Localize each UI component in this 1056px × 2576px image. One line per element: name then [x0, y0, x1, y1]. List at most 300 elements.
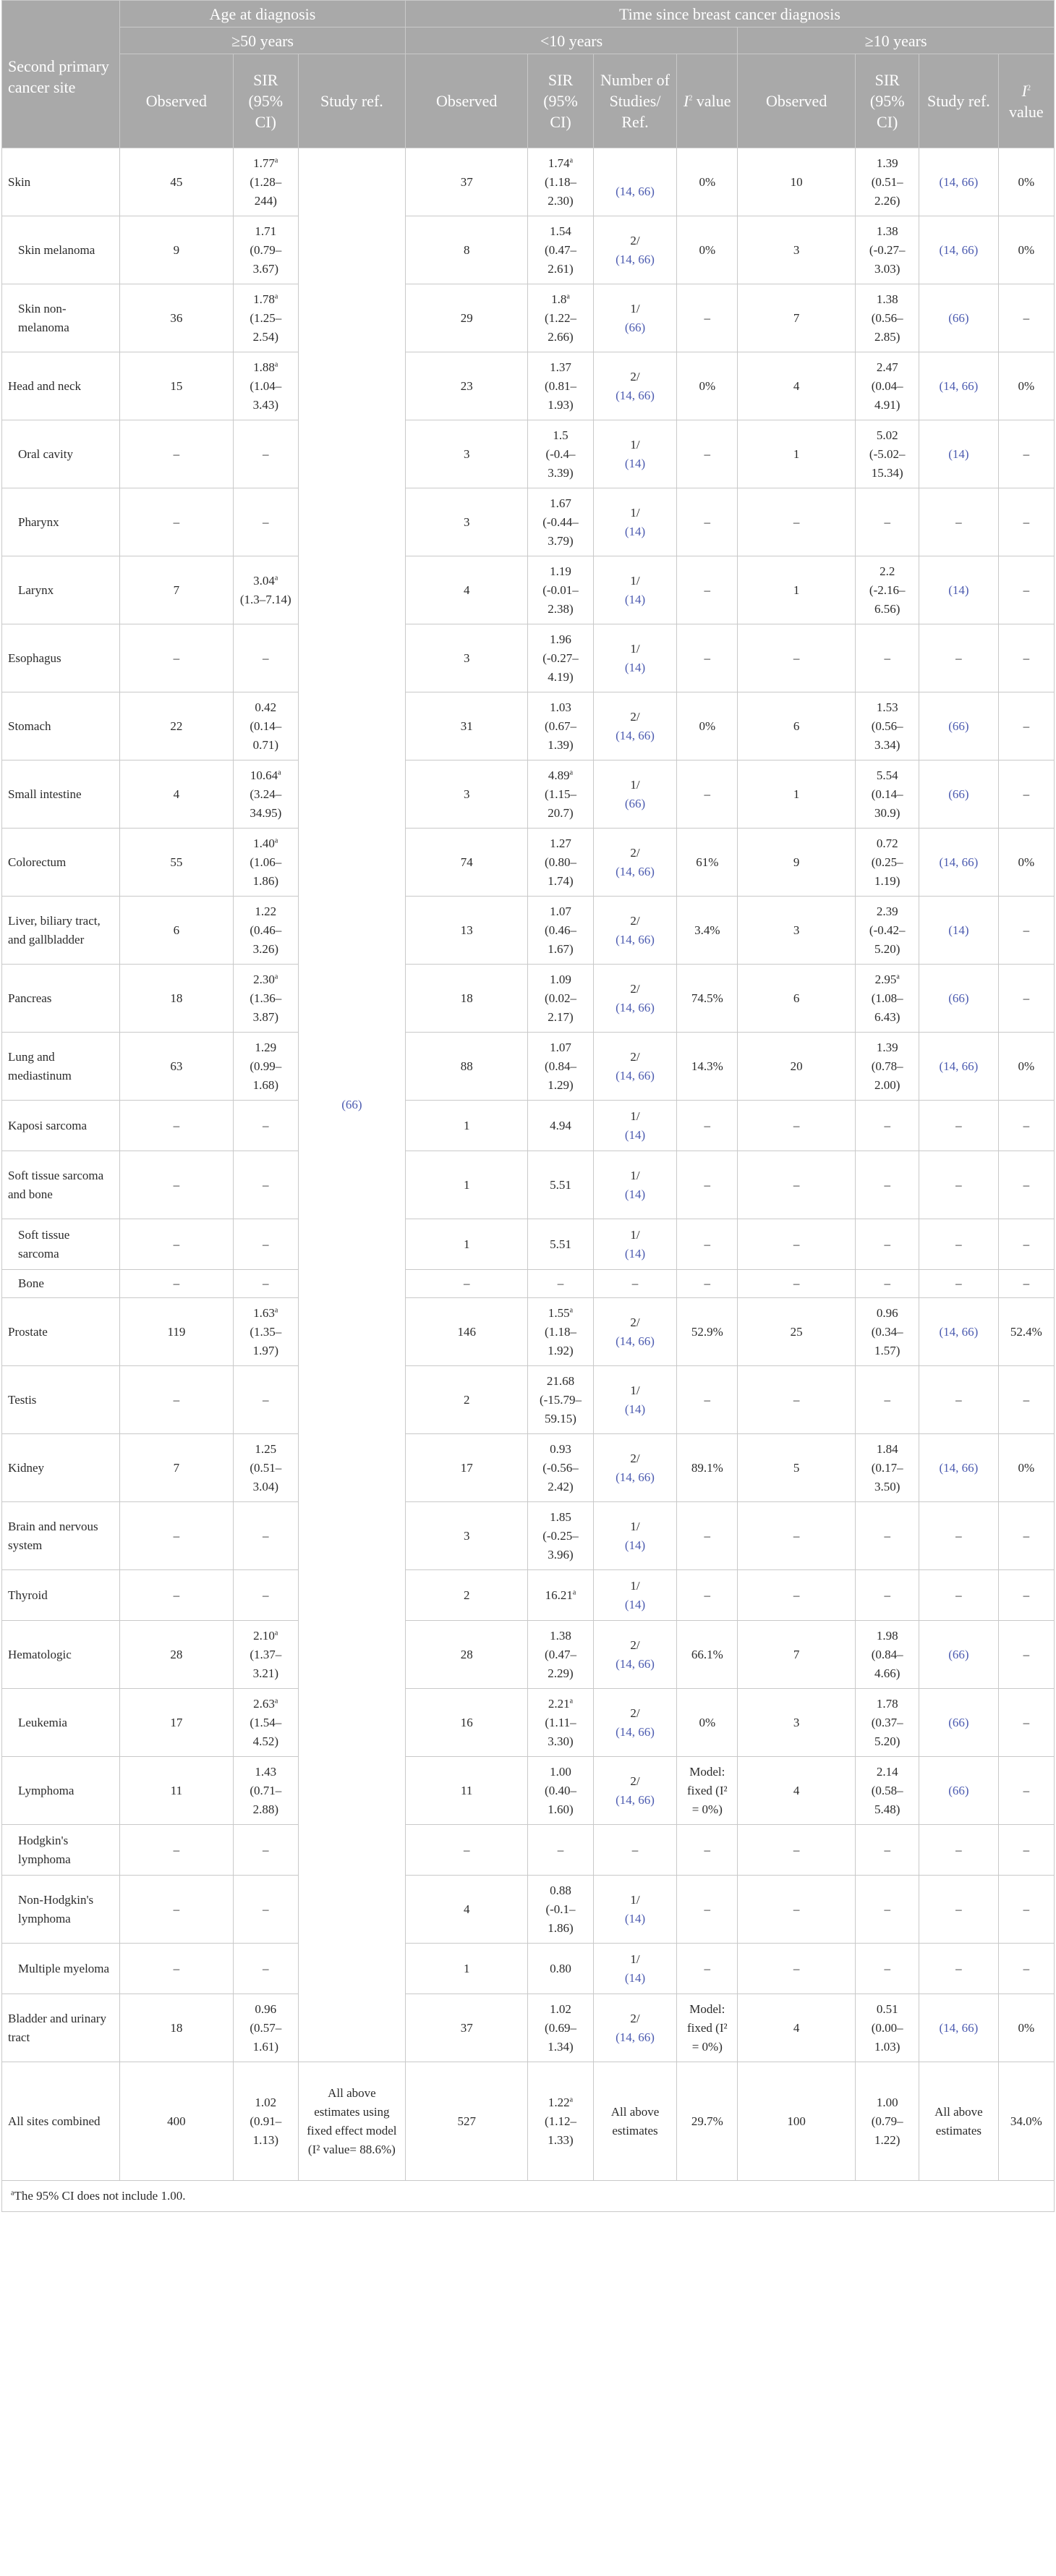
ci-value: (0.02–2.17): [545, 991, 576, 1024]
study-ref-link[interactable]: (14, 66): [939, 174, 979, 189]
num-studies-cell: [593, 692, 677, 760]
sir-value: –: [263, 1392, 269, 1407]
sir-cell: [528, 1151, 593, 1219]
site-name: Liver, biliary tract, and gallbladder: [2, 897, 120, 965]
sir-value: –: [263, 1842, 269, 1857]
i2-cell: 0%: [677, 148, 738, 216]
observed-cell: 1: [405, 1151, 528, 1219]
study-ref-cell: [919, 760, 998, 829]
study-ref-link[interactable]: (14, 66): [939, 1059, 979, 1073]
sir-cell: [233, 556, 298, 624]
study-ref-link[interactable]: (14): [624, 1187, 646, 1201]
study-ref-link[interactable]: (14): [624, 1538, 646, 1552]
site-name: Lung and mediastinum: [2, 1033, 120, 1101]
num-studies-value: 2/: [630, 2011, 640, 2025]
sir-value: –: [884, 1118, 890, 1132]
i2-cell: 14.3%: [677, 1033, 738, 1101]
table-row: [2, 1219, 1055, 1270]
site-name: Soft tissue sarcoma and bone: [2, 1151, 120, 1219]
num-studies-cell: [593, 1621, 677, 1689]
site-name: Oral cavity: [2, 420, 120, 488]
sir-cell: [233, 148, 298, 216]
sir-cell: [856, 1876, 919, 1944]
col-header-site: Second primary cancer site: [2, 1, 120, 148]
site-name: Hodgkin's lymphoma: [2, 1825, 120, 1876]
observed-cell: 18: [120, 1994, 234, 2062]
col-header-i2: $I^2$ value: [677, 54, 738, 148]
sir-value: –: [884, 1276, 890, 1290]
sir-value: 16.21: [545, 1588, 573, 1602]
observed-cell: 527: [405, 2062, 528, 2181]
study-ref-link[interactable]: (66): [948, 991, 969, 1005]
observed-cell: 74: [405, 829, 528, 897]
observed-cell: 1: [405, 1219, 528, 1270]
i2-cell: –: [998, 1270, 1054, 1298]
num-studies-cell: [593, 897, 677, 965]
study-ref-cell: –: [919, 1270, 998, 1298]
study-ref-cell: [919, 829, 998, 897]
num-studies-value: 1/: [630, 301, 640, 315]
significance-mark: a: [569, 1305, 574, 1314]
table-row: [2, 1944, 1055, 1994]
observed-cell: 400: [120, 2062, 234, 2181]
sir-cell: [856, 488, 919, 556]
sir-cell: [856, 1689, 919, 1757]
study-ref-link[interactable]: (14): [624, 1127, 646, 1142]
sir-value: 1.88: [253, 360, 275, 374]
study-ref-link[interactable]: (14): [624, 1911, 646, 1925]
table-row: [2, 760, 1055, 829]
i2-cell: 52.9%: [677, 1298, 738, 1366]
study-ref-link[interactable]: (66): [624, 320, 646, 334]
i2-cell: –: [998, 1621, 1054, 1689]
study-ref-link[interactable]: (14): [624, 456, 646, 470]
ci-value: (0.79–3.67): [250, 242, 282, 276]
study-ref-link[interactable]: (66): [948, 1783, 969, 1797]
site-name: Kaposi sarcoma: [2, 1101, 120, 1151]
col-header-i2: $I^2$ value: [998, 54, 1054, 148]
table-row: [2, 1270, 1055, 1298]
study-ref-link[interactable]: (66): [948, 787, 969, 801]
study-ref-link[interactable]: (14): [624, 660, 646, 674]
sir-value: 1.00: [876, 2095, 898, 2109]
num-studies-value: 1/: [630, 1383, 640, 1397]
i2-cell: Model: fixed (I² = 0%): [677, 1757, 738, 1825]
observed-cell: 2: [405, 1570, 528, 1621]
i2-cell: –: [677, 1570, 738, 1621]
sir-cell: [233, 1570, 298, 1621]
sir-value: 1.25: [255, 1441, 277, 1456]
num-studies-value: 1/: [630, 1519, 640, 1533]
i2-cell: –: [998, 1570, 1054, 1621]
i2-cell: –: [998, 1876, 1054, 1944]
ci-value: (0.71–2.88): [250, 1783, 282, 1816]
ci-value: (0.14–0.71): [250, 719, 282, 752]
i2-cell: –: [677, 1876, 738, 1944]
sir-value: –: [263, 651, 269, 665]
sir-value: 1.39: [876, 156, 898, 170]
ci-value: (1.25–2.54): [250, 310, 282, 344]
observed-cell: 4: [405, 1876, 528, 1944]
num-studies-value: 1/: [630, 777, 640, 792]
sir-cell: [233, 1101, 298, 1151]
study-ref-link[interactable]: (14, 66): [616, 2030, 655, 2044]
num-studies-cell: [593, 1434, 677, 1502]
sir-value: –: [263, 1177, 269, 1192]
study-ref-link[interactable]: (66): [948, 1647, 969, 1661]
significance-mark: a: [896, 972, 900, 980]
study-ref-link[interactable]: (66): [948, 310, 969, 325]
study-ref-link[interactable]: (14, 66): [939, 2020, 979, 2035]
study-ref-link[interactable]: (14, 66): [939, 855, 979, 869]
sir-value: 1.38: [550, 1628, 571, 1643]
total-row: [2, 2062, 1055, 2181]
num-studies-value: –: [631, 1276, 639, 1290]
i2-cell: –: [998, 488, 1054, 556]
observed-cell: –: [738, 1151, 856, 1219]
study-ref-link[interactable]: (14, 66): [616, 932, 655, 946]
ci-value: (0.47–2.61): [545, 242, 576, 276]
sir-value: –: [263, 1237, 269, 1251]
site-name: Skin non-melanoma: [2, 284, 120, 352]
ci-value: (0.67–1.39): [545, 719, 576, 752]
sir-value: 1.22: [548, 2095, 570, 2109]
study-ref-link[interactable]: (14, 66): [616, 1656, 655, 1671]
study-ref-link[interactable]: (14, 66): [616, 1792, 655, 1807]
site-name: Head and neck: [2, 352, 120, 420]
i2-cell: 29.7%: [677, 2062, 738, 2181]
ci-value: (0.46–1.67): [545, 923, 576, 956]
study-ref-cell: –: [919, 1944, 998, 1994]
sir-cell: [856, 1219, 919, 1270]
num-studies-cell: [593, 760, 677, 829]
i2-cell: Model: fixed (I² = 0%): [677, 1994, 738, 2062]
sir-value: –: [557, 1276, 564, 1290]
sir-cell: [856, 1994, 919, 2062]
ci-value: (0.81–1.93): [545, 378, 576, 412]
study-ref-link[interactable]: (14): [624, 1402, 646, 1416]
sir-cell: [528, 1033, 593, 1101]
sir-cell: [233, 420, 298, 488]
i2-cell: –: [677, 1101, 738, 1151]
significance-mark: a: [569, 1696, 574, 1705]
observed-cell: 10: [738, 148, 856, 216]
ci-value: (0.51–3.04): [250, 1460, 282, 1494]
ci-value: (0.25–1.19): [871, 855, 903, 888]
study-ref-link[interactable]: (14, 66): [616, 184, 655, 198]
num-studies-value: 2/: [630, 1049, 640, 1064]
sir-cell: [856, 1366, 919, 1434]
study-ref-link[interactable]: (66): [948, 1715, 969, 1729]
observed-cell: 119: [120, 1298, 234, 1366]
site-name: Kidney: [2, 1434, 120, 1502]
study-ref-link[interactable]: (14): [624, 592, 646, 606]
sir-value: 1.40: [253, 836, 275, 850]
study-ref-link[interactable]: (14): [948, 923, 969, 937]
table-row: [2, 829, 1055, 897]
study-ref-cell: [919, 1033, 998, 1101]
study-ref-link[interactable]: (66): [341, 1098, 362, 1111]
study-ref-cell: –: [919, 1101, 998, 1151]
observed-cell: –: [120, 1219, 234, 1270]
study-ref-link[interactable]: (14, 66): [616, 1470, 655, 1484]
study-ref-cell: [919, 965, 998, 1033]
sir-cell: [233, 760, 298, 829]
observed-cell: –: [120, 1101, 234, 1151]
table-body: [2, 148, 1055, 2181]
sir-cell: [233, 1825, 298, 1876]
num-studies-cell: [593, 216, 677, 284]
num-studies-value: 2/: [630, 369, 640, 384]
study-ref-link[interactable]: (14, 66): [616, 1334, 655, 1348]
ci-value: (0.80–1.74): [545, 855, 576, 888]
sir-value: 0.96: [876, 1305, 898, 1320]
significance-mark: a: [274, 972, 278, 980]
col-subgroup-ge10: ≥10 years: [738, 27, 1055, 54]
study-ref-link[interactable]: (14): [624, 1597, 646, 1611]
num-studies-value: 2/: [630, 709, 640, 724]
observed-cell: 6: [738, 692, 856, 760]
i2-cell: 0%: [998, 352, 1054, 420]
observed-cell: –: [738, 1944, 856, 1994]
col-header-observed: Observed: [120, 54, 234, 148]
sir-cell: [528, 1570, 593, 1621]
study-ref-cell: [919, 1434, 998, 1502]
study-ref-link[interactable]: (14, 66): [939, 1324, 979, 1339]
sir-value: 10.64: [250, 768, 278, 782]
observed-cell: 9: [738, 829, 856, 897]
sir-value: 2.10: [253, 1628, 275, 1643]
observed-cell: 4: [120, 760, 234, 829]
sir-value: 5.51: [550, 1237, 571, 1251]
site-name: Bone: [2, 1270, 120, 1298]
study-ref-link[interactable]: (14, 66): [616, 728, 655, 742]
site-name: Colorectum: [2, 829, 120, 897]
study-ref-link[interactable]: (14, 66): [616, 864, 655, 878]
observed-cell: 3: [405, 1502, 528, 1570]
sir-value: 1.02: [550, 2001, 571, 2016]
col-header-num-studies: Number of Studies/ Ref.: [593, 54, 677, 148]
num-studies-cell: [593, 1298, 677, 1366]
study-ref-link[interactable]: (14, 66): [616, 252, 655, 266]
site-name: Hematologic: [2, 1621, 120, 1689]
observed-cell: 17: [405, 1434, 528, 1502]
ci-value: (-0.27–4.19): [542, 651, 579, 684]
num-studies-value: 1/: [630, 1227, 640, 1242]
study-ref-link[interactable]: (14, 66): [939, 242, 979, 257]
significance-mark: a: [274, 1628, 278, 1637]
i2-cell: 0%: [677, 692, 738, 760]
sir-value: 1.27: [550, 836, 571, 850]
sir-cell: [528, 556, 593, 624]
observed-cell: 37: [405, 148, 528, 216]
study-ref-link[interactable]: (14, 66): [616, 1724, 655, 1739]
sir-value: 1.77: [253, 156, 275, 170]
table-row: [2, 1434, 1055, 1502]
ci-value: (0.00–1.03): [871, 2020, 903, 2054]
ci-value: (0.57–1.61): [250, 2020, 282, 2054]
study-ref-cell: [919, 1298, 998, 1366]
sir-cell: [856, 1270, 919, 1298]
sir-value: 1.78: [253, 292, 275, 306]
i2-cell: –: [677, 556, 738, 624]
sir-cell: [856, 760, 919, 829]
num-studies-value: 2/: [630, 1315, 640, 1329]
sir-value: 1.07: [550, 1040, 571, 1054]
significance-mark: a: [274, 573, 278, 582]
i2-cell: 0%: [998, 216, 1054, 284]
sir-cell: [856, 1825, 919, 1876]
site-name: Larynx: [2, 556, 120, 624]
sir-cell: [856, 1757, 919, 1825]
sir-value: 5.54: [876, 768, 898, 782]
study-ref-link[interactable]: (14): [948, 446, 969, 461]
observed-cell: –: [738, 1219, 856, 1270]
sir-cell: [528, 1270, 593, 1298]
sir-cell: [856, 624, 919, 692]
sir-value: 0.51: [876, 2001, 898, 2016]
sir-value: –: [884, 1902, 890, 1916]
sir-value: 1.03: [550, 700, 571, 714]
sir-cell: [856, 352, 919, 420]
table-footnote: $^a$The 95% CI does not include 1.00.: [1, 2181, 1055, 2212]
sir-table: [1, 0, 1055, 2181]
study-ref-cell: –: [919, 1876, 998, 1944]
site-name: Pancreas: [2, 965, 120, 1033]
sir-value: 1.29: [255, 1040, 277, 1054]
sir-value: 0.93: [550, 1441, 571, 1456]
ci-value: (-15.79–59.15): [539, 1392, 582, 1425]
ci-value: (1.37–3.21): [250, 1647, 282, 1680]
observed-cell: –: [738, 1366, 856, 1434]
sir-cell: [856, 2062, 919, 2181]
sir-value: 21.68: [546, 1373, 575, 1388]
i2-cell: –: [677, 1944, 738, 1994]
significance-mark: a: [566, 292, 570, 300]
sir-value: 3.04: [253, 573, 275, 588]
age-study-ref-note: All above estimates using fixed effect model (I² value= 88.6%): [298, 2062, 405, 2181]
num-studies-value: 2/: [630, 233, 640, 247]
sir-value: –: [263, 1118, 269, 1132]
ci-value: (0.47–2.29): [545, 1647, 576, 1680]
significance-mark: a: [274, 156, 278, 164]
observed-cell: 45: [120, 148, 234, 216]
sir-cell: [233, 965, 298, 1033]
significance-mark: a: [274, 1696, 278, 1705]
observed-cell: 28: [120, 1621, 234, 1689]
col-header-sir: SIR (95% CI): [528, 54, 593, 148]
site-name: Small intestine: [2, 760, 120, 829]
study-ref-link[interactable]: (14, 66): [939, 1460, 979, 1475]
observed-cell: 7: [738, 1621, 856, 1689]
sir-cell: [856, 420, 919, 488]
study-ref-link[interactable]: (14): [624, 1246, 646, 1261]
ci-value: (1.15–20.7): [545, 787, 576, 820]
col-group-time: Time since breast cancer diagnosis: [405, 1, 1054, 27]
i2-cell: –: [998, 624, 1054, 692]
i2-cell: 0%: [677, 216, 738, 284]
sir-cell: [528, 897, 593, 965]
num-studies-cell: [593, 624, 677, 692]
study-ref-link[interactable]: (14, 66): [616, 388, 655, 402]
sir-cell: [856, 692, 919, 760]
observed-cell: 17: [120, 1689, 234, 1757]
study-ref-link[interactable]: (14, 66): [939, 378, 979, 393]
table-row: [2, 1876, 1055, 1944]
site-name: Multiple myeloma: [2, 1944, 120, 1994]
ci-value: (-0.27–3.03): [869, 242, 906, 276]
ci-value: (1.18–1.92): [545, 1324, 576, 1357]
sir-value: –: [884, 1528, 890, 1543]
observed-cell: 88: [405, 1033, 528, 1101]
i2-cell: –: [998, 1502, 1054, 1570]
study-ref-link[interactable]: (66): [624, 796, 646, 810]
num-studies-cell: [593, 420, 677, 488]
study-ref-link[interactable]: (14): [948, 582, 969, 597]
observed-cell: 3: [738, 1689, 856, 1757]
observed-cell: 13: [405, 897, 528, 965]
num-studies-cell: [593, 1366, 677, 1434]
observed-cell: 3: [405, 488, 528, 556]
sir-cell: [528, 2062, 593, 2181]
sir-value: 1.54: [550, 224, 571, 238]
observed-cell: –: [120, 1944, 234, 1994]
observed-cell: 3: [738, 216, 856, 284]
study-ref-link[interactable]: (14, 66): [616, 1068, 655, 1082]
sir-value: 1.38: [876, 292, 898, 306]
i2-cell: –: [998, 692, 1054, 760]
sir-cell: [856, 897, 919, 965]
num-studies-value: 1/: [630, 1578, 640, 1593]
sir-value: 1.53: [876, 700, 898, 714]
ci-value: (-0.4–3.39): [545, 446, 576, 480]
sir-value: 0.96: [255, 2001, 277, 2016]
sir-cell: [856, 1502, 919, 1570]
study-ref-link[interactable]: (14, 66): [616, 1000, 655, 1014]
observed-cell: –: [738, 488, 856, 556]
sir-cell: [233, 1270, 298, 1298]
sir-value: –: [884, 1842, 890, 1857]
sir-value: –: [884, 1588, 890, 1602]
ci-value: (0.56–3.34): [871, 719, 903, 752]
significance-mark: a: [274, 1305, 278, 1314]
i2-cell: –: [677, 1219, 738, 1270]
i2-cell: –: [677, 1270, 738, 1298]
num-studies-cell: [593, 1219, 677, 1270]
site-name: Testis: [2, 1366, 120, 1434]
sir-value: 1.78: [876, 1696, 898, 1711]
ci-value: (0.46–3.26): [250, 923, 282, 956]
sir-cell: [528, 488, 593, 556]
table-row: [2, 352, 1055, 420]
num-studies-cell: [593, 1876, 677, 1944]
num-studies-value: 2/: [630, 845, 640, 860]
study-ref-link[interactable]: (14): [624, 524, 646, 538]
sir-cell: [856, 1570, 919, 1621]
num-studies-value: 2/: [630, 1637, 640, 1652]
study-ref-link[interactable]: (66): [948, 719, 969, 733]
table-row: [2, 692, 1055, 760]
num-studies-cell: [593, 1033, 677, 1101]
study-ref-link[interactable]: (14): [624, 1970, 646, 1985]
sir-cell: [233, 2062, 298, 2181]
sir-cell: [528, 1621, 593, 1689]
ci-value: (0.40–1.60): [545, 1783, 576, 1816]
sir-value: 2.14: [876, 1764, 898, 1779]
observed-cell: 7: [120, 1434, 234, 1502]
ci-value: (1.54–4.52): [250, 1715, 282, 1748]
study-ref-cell: –: [919, 624, 998, 692]
